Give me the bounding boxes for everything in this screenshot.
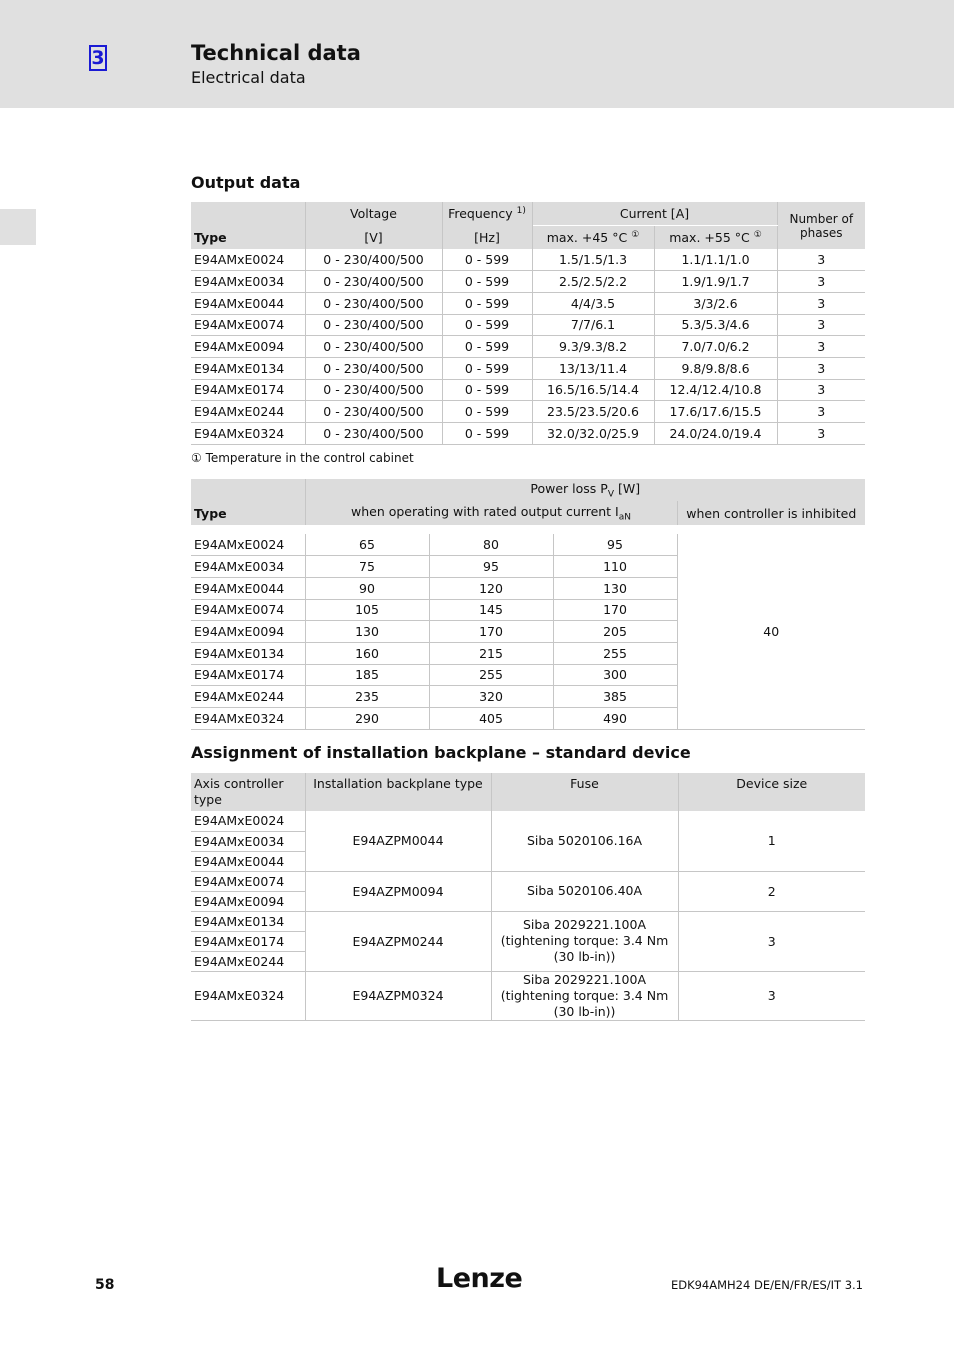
cell-current-45: 7/7/6.1 — [532, 314, 654, 336]
cell-loss-3: 170 — [553, 599, 677, 621]
col-current-45: max. +45 °C ① — [532, 225, 654, 249]
cell-current-55: 1.9/1.9/1.7 — [654, 271, 777, 293]
cell-loss-2: 215 — [429, 642, 553, 664]
cell-loss-2: 255 — [429, 664, 553, 686]
footnote: ① Temperature in the control cabinet — [191, 451, 414, 465]
cell-loss-3: 385 — [553, 686, 677, 708]
cell-type: E94AMxE0044 — [191, 577, 305, 599]
table-row — [191, 336, 865, 358]
cell-phases: 3 — [777, 336, 865, 358]
cell-backplane-type: E94AZPM0044 — [305, 811, 491, 871]
cell-type: E94AMxE0134 — [191, 642, 305, 664]
cell-current-45: 2.5/2.5/2.2 — [532, 271, 654, 293]
fuse-line: Siba 5020106.16A — [526, 832, 643, 848]
col-axis: Axis controller type — [191, 773, 305, 811]
table-row — [191, 379, 865, 401]
cell-current-55: 24.0/24.0/19.4 — [654, 423, 777, 445]
cell-loss-2: 120 — [429, 577, 553, 599]
note-mark-icon: ① — [631, 229, 640, 240]
fuse-line: Siba 2029221.100A — [522, 917, 647, 932]
cell-phases: 3 — [777, 292, 865, 314]
chapter-number-link[interactable]: 3 — [89, 45, 107, 71]
cell-frequency: 0 - 599 — [442, 292, 532, 314]
cell-type: E94AMxE0174 — [191, 379, 305, 401]
cell-voltage: 0 - 230/400/500 — [305, 357, 442, 379]
cell-current-55: 12.4/12.4/10.8 — [654, 379, 777, 401]
table-row — [191, 357, 865, 379]
cell-frequency: 0 - 599 — [442, 271, 532, 293]
cell-current-55: 17.6/17.6/15.5 — [654, 401, 777, 423]
cell-phases: 3 — [777, 401, 865, 423]
side-chapter-tab — [0, 209, 36, 245]
cell-loss-3: 300 — [553, 664, 677, 686]
header-band — [0, 0, 954, 108]
cell-loss-1: 75 — [305, 556, 429, 578]
col-type: Type — [194, 506, 227, 521]
cell-loss-3: 205 — [553, 621, 677, 643]
cell-type: E94AMxE0244 — [191, 686, 305, 708]
cell-voltage: 0 - 230/400/500 — [305, 249, 442, 271]
cell-current-45: 32.0/32.0/25.9 — [532, 423, 654, 445]
cell-frequency: 0 - 599 — [442, 401, 532, 423]
cell-type: E94AMxE0094 — [191, 336, 305, 358]
cell-frequency: 0 - 599 — [442, 423, 532, 445]
cell-voltage: 0 - 230/400/500 — [305, 314, 442, 336]
cell-current-45: 16.5/16.5/14.4 — [532, 379, 654, 401]
lenze-logo: Lenze — [436, 1263, 523, 1294]
col-fuse: Fuse — [491, 773, 678, 811]
table-row — [191, 249, 865, 271]
cell-type: E94AMxE0244 — [191, 401, 305, 423]
col-inhibited: when controller is inhibited — [677, 501, 865, 525]
cell-loss-3: 95 — [553, 534, 677, 556]
table-row — [191, 811, 865, 831]
cell-axis-type: E94AMxE0174 — [191, 931, 305, 951]
cell-loss-1: 130 — [305, 621, 429, 643]
cell-axis-type: E94AMxE0244 — [191, 951, 305, 971]
cell-loss-1: 290 — [305, 708, 429, 730]
cell-loss-2: 170 — [429, 621, 553, 643]
col-frequency-unit: [Hz] — [442, 225, 532, 249]
cell-fuse — [491, 971, 678, 1020]
cell-device-size: 1 — [678, 811, 865, 871]
power-loss-title: Power loss $P_V$ [W] — [305, 479, 865, 501]
cell-phases: 3 — [777, 249, 865, 271]
cell-frequency: 0 - 599 — [442, 357, 532, 379]
col-operating: when operating with rated output current $I_{aN}$ — [305, 501, 677, 525]
cell-type: E94AMxE0094 — [191, 621, 305, 643]
cell-axis-type: E94AMxE0134 — [191, 911, 305, 931]
cell-loss-1: 105 — [305, 599, 429, 621]
document-code: EDK94AMH24 DE/EN/FR/ES/IT 3.1 — [670, 1278, 863, 1292]
cell-type: E94AMxE0034 — [191, 556, 305, 578]
cell-fuse — [491, 811, 678, 871]
cell-type: E94AMxE0324 — [191, 708, 305, 730]
cell-axis-type: E94AMxE0034 — [191, 831, 305, 851]
cell-current-55: 7.0/7.0/6.2 — [654, 336, 777, 358]
cell-device-size: 3 — [678, 911, 865, 971]
cell-loss-1: 90 — [305, 577, 429, 599]
cell-loss-2: 145 — [429, 599, 553, 621]
cell-axis-type: E94AMxE0324 — [191, 971, 305, 1020]
cell-loss-1: 235 — [305, 686, 429, 708]
cell-frequency: 0 - 599 — [442, 314, 532, 336]
table-row — [191, 911, 865, 931]
cell-current-45: 13/13/11.4 — [532, 357, 654, 379]
cell-backplane-type: E94AZPM0244 — [305, 911, 491, 971]
cell-current-45: 1.5/1.5/1.3 — [532, 249, 654, 271]
cell-device-size: 3 — [678, 971, 865, 1020]
backplane-heading: Assignment of installation backplane – standard device — [191, 743, 691, 762]
cell-axis-type: E94AMxE0074 — [191, 871, 305, 891]
table-row — [191, 971, 865, 1020]
fuse-line: Siba 2029221.100A — [522, 971, 647, 987]
output-data-heading: Output data — [191, 173, 301, 192]
cell-phases: 3 — [777, 423, 865, 445]
col-type: Type — [194, 230, 227, 245]
cell-type: E94AMxE0034 — [191, 271, 305, 293]
cell-device-size: 2 — [678, 871, 865, 911]
cell-current-45: 23.5/23.5/20.6 — [532, 401, 654, 423]
cell-current-55: 5.3/5.3/4.6 — [654, 314, 777, 336]
col-current-55: max. +55 °C ① — [654, 225, 777, 249]
cell-phases: 3 — [777, 271, 865, 293]
table-row — [191, 271, 865, 293]
cell-loss-3: 130 — [553, 577, 677, 599]
cell-loss-3: 490 — [553, 708, 677, 730]
col-voltage: Voltage — [305, 202, 442, 225]
cell-frequency: 0 - 599 — [442, 336, 532, 358]
col-voltage-unit: [V] — [305, 225, 442, 249]
cell-loss-2: 320 — [429, 686, 553, 708]
note-mark-icon: ① — [753, 229, 762, 240]
col-phases: Number of phases — [777, 202, 865, 249]
fuse-line: (tightening torque: 3.4 Nm — [500, 987, 669, 1003]
cell-type: E94AMxE0074 — [191, 599, 305, 621]
table-row — [191, 871, 865, 891]
cell-type: E94AMxE0174 — [191, 664, 305, 686]
cell-voltage: 0 - 230/400/500 — [305, 423, 442, 445]
cell-current-55: 3/3/2.6 — [654, 292, 777, 314]
table-row — [191, 423, 865, 445]
col-size: Device size — [678, 773, 865, 811]
cell-current-55: 1.1/1.1/1.0 — [654, 249, 777, 271]
cell-loss-2: 95 — [429, 556, 553, 578]
cell-fuse — [491, 871, 678, 911]
page-number: 58 — [95, 1277, 115, 1293]
cell-voltage: 0 - 230/400/500 — [305, 292, 442, 314]
cell-backplane-type: E94AZPM0324 — [305, 971, 491, 1020]
page-title: Technical data — [191, 41, 361, 65]
cell-phases: 3 — [777, 379, 865, 401]
cell-current-55: 9.8/9.8/8.6 — [654, 357, 777, 379]
cell-loss-1: 185 — [305, 664, 429, 686]
cell-type: E94AMxE0074 — [191, 314, 305, 336]
cell-frequency: 0 - 599 — [442, 379, 532, 401]
col-frequency: Frequency $^{1)}$ — [442, 202, 532, 225]
table-row — [191, 534, 865, 556]
cell-current-45: 4/4/3.5 — [532, 292, 654, 314]
cell-backplane-type: E94AZPM0094 — [305, 871, 491, 911]
cell-type: E94AMxE0024 — [191, 249, 305, 271]
cell-type: E94AMxE0044 — [191, 292, 305, 314]
cell-inhibited-value: 40 — [677, 534, 865, 729]
fuse-line: Siba 5020106.40A — [526, 883, 643, 898]
table-row — [191, 314, 865, 336]
col-current: Current [A] — [532, 202, 777, 225]
cell-loss-2: 405 — [429, 708, 553, 730]
col-backplane: Installation backplane type — [305, 773, 491, 811]
cell-phases: 3 — [777, 314, 865, 336]
cell-loss-1: 160 — [305, 642, 429, 664]
power-loss-table — [191, 479, 865, 730]
cell-loss-1: 65 — [305, 534, 429, 556]
fuse-line: (30 lb-in)) — [553, 1003, 616, 1019]
cell-loss-2: 80 — [429, 534, 553, 556]
cell-axis-type: E94AMxE0024 — [191, 811, 305, 831]
table-row — [191, 401, 865, 423]
cell-frequency: 0 - 599 — [442, 249, 532, 271]
fuse-line: (tightening torque: 3.4 Nm — [500, 933, 669, 948]
cell-fuse — [491, 911, 678, 971]
page-subtitle: Electrical data — [191, 68, 306, 87]
cell-voltage: 0 - 230/400/500 — [305, 379, 442, 401]
output-data-table — [191, 202, 865, 445]
fuse-line: (30 lb-in)) — [553, 949, 616, 964]
cell-voltage: 0 - 230/400/500 — [305, 336, 442, 358]
cell-type: E94AMxE0324 — [191, 423, 305, 445]
cell-loss-3: 110 — [553, 556, 677, 578]
table-row — [191, 292, 865, 314]
cell-voltage: 0 - 230/400/500 — [305, 271, 442, 293]
cell-loss-3: 255 — [553, 642, 677, 664]
cell-voltage: 0 - 230/400/500 — [305, 401, 442, 423]
cell-current-45: 9.3/9.3/8.2 — [532, 336, 654, 358]
cell-type: E94AMxE0024 — [191, 534, 305, 556]
backplane-table — [191, 773, 865, 1021]
cell-phases: 3 — [777, 357, 865, 379]
cell-axis-type: E94AMxE0044 — [191, 851, 305, 871]
cell-axis-type: E94AMxE0094 — [191, 891, 305, 911]
cell-type: E94AMxE0134 — [191, 357, 305, 379]
